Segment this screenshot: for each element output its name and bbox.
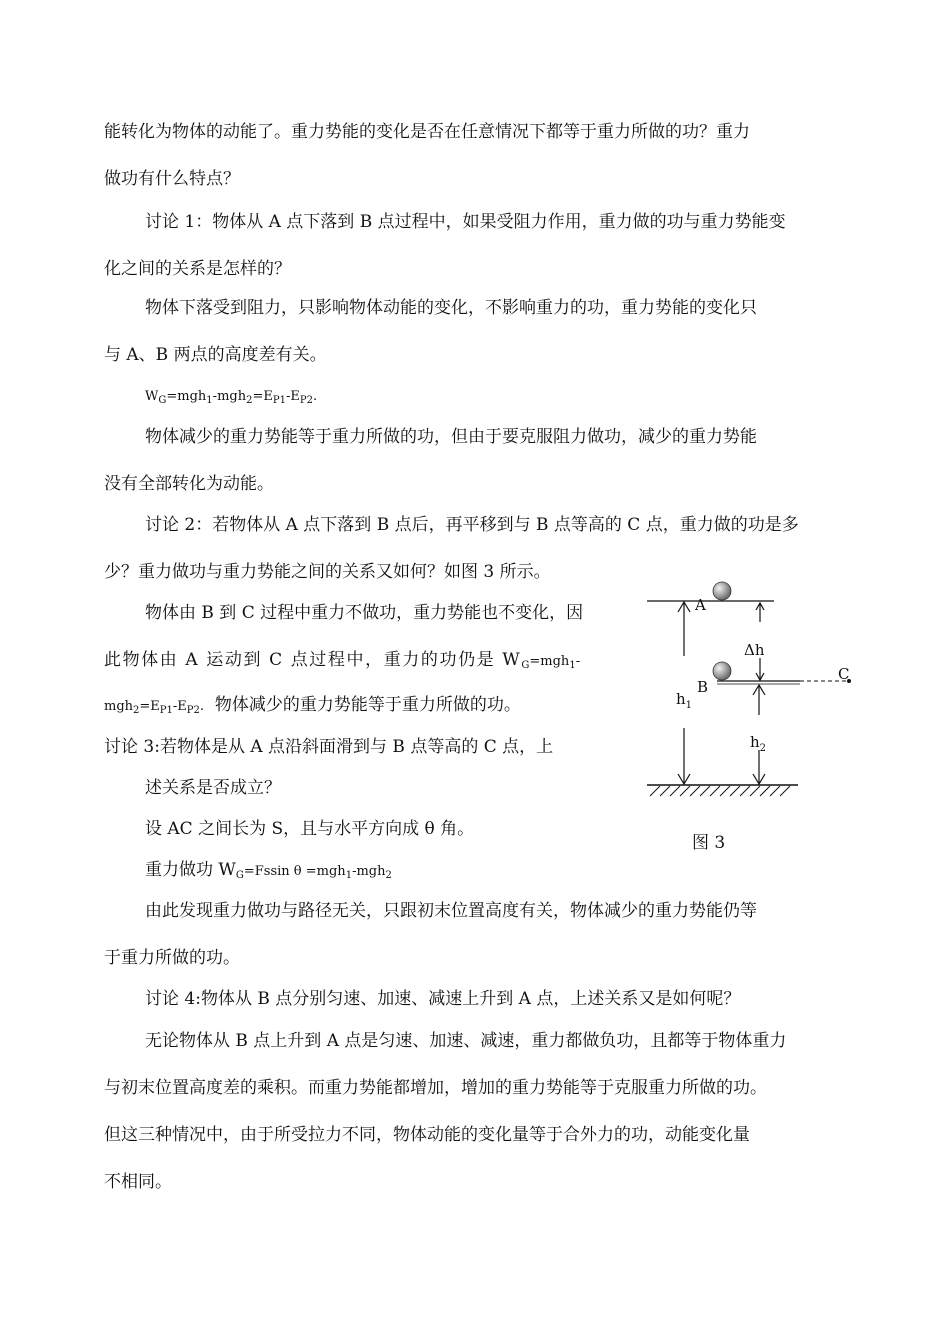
discussion-4-heading: 讨论 4:物体从 B 点分别匀速、加速、减速上升到 A 点，上述关系又是如何呢？ (145, 989, 741, 1009)
paragraph-line: 于重力所做的功。 (104, 948, 240, 968)
paragraph-line-with-formula: 重力做功 $W_G=Fssin$ θ =mgh$_1$-mgh$_2$ (145, 860, 392, 881)
ball-a (713, 582, 731, 600)
paragraph-line: 与初末位置高度差的乘积。而重力势能都增加，增加的重力势能等于克服重力所做的功。 (104, 1078, 767, 1098)
paragraph-line: 做功有什么特点？ (104, 169, 240, 189)
paragraph-line: 不相同。 (104, 1172, 172, 1192)
label-h1: $h_1$ (676, 690, 693, 711)
paragraph-line: 少？重力做功与重力势能之间的关系又如何？如图 3 所示。 (104, 562, 551, 582)
paragraph-line: 由此发现重力做功与路径无关，只跟初末位置高度有关，物体减少的重力势能仍等 (145, 901, 757, 921)
formula-work-gravity: $W_G=mgh_1-mgh_2=E_{P1}-E_{P2}$. (145, 389, 318, 406)
paragraph-line: 物体减少的重力势能等于重力所做的功，但由于要克服阻力做功，减少的重力势能 (145, 427, 757, 447)
paragraph-line: 但这三种情况中，由于所受拉力不同，物体动能的变化量等于合外力的功，动能变化量 (104, 1125, 750, 1145)
paragraph-line: 设 AC 之间长为 S，且与水平方向成 θ 角。 (145, 819, 475, 839)
paragraph-line-with-formula: $mgh_2=E_{P1}-E_{P2}$. 物体减少的重力势能等于重力所做的功。 (104, 695, 521, 716)
label-a: A (695, 596, 706, 614)
paragraph-line: 化之间的关系是怎样的？ (104, 259, 291, 279)
label-c: C (838, 665, 850, 683)
paragraph-line: 没有全部转化为动能。 (104, 474, 274, 494)
paragraph-line: 无论物体从 B 点上升到 A 点是匀速、加速、减速，重力都做负功，且都等于物体重力 (145, 1031, 787, 1051)
ground-hatch (650, 786, 790, 796)
label-h2: $h_2$ (750, 733, 767, 754)
figure-3-diagram (620, 570, 920, 870)
paragraph-line: 能转化为物体的动能了。重力势能的变化是否在任意情况下都等于重力所做的功？重力 (104, 122, 750, 142)
label-delta-h: Δh (744, 641, 765, 659)
ball-b (713, 662, 731, 680)
discussion-2-heading: 讨论 2：若物体从 A 点下落到 B 点后，再平移到与 B 点等高的 C 点，重力做的功是多 (145, 515, 799, 535)
paragraph-line: 述关系是否成立？ (145, 778, 281, 798)
discussion-3-heading: 讨论 3:若物体是从 A 点沿斜面滑到与 B 点等高的 C 点，上 (104, 737, 554, 757)
label-b: B (697, 678, 709, 696)
figure-caption: 图 3 (692, 833, 726, 853)
discussion-1-heading: 讨论 1：物体从 A 点下落到 B 点过程中，如果受阻力作用，重力做的功与重力势能变 (145, 212, 786, 232)
paragraph-line: 物体由 B 到 C 过程中重力不做功，重力势能也不变化，因 (145, 603, 584, 623)
paragraph-line: 物体下落受到阻力，只影响物体动能的变化，不影响重力的功，重力势能的变化只 (145, 298, 757, 318)
paragraph-line-with-formula: 此物体由 A 运动到 C 点过程中，重力的功仍是 WG=mgh1- (104, 650, 581, 671)
paragraph-line: 与 A、B 两点的高度差有关。 (104, 345, 327, 365)
